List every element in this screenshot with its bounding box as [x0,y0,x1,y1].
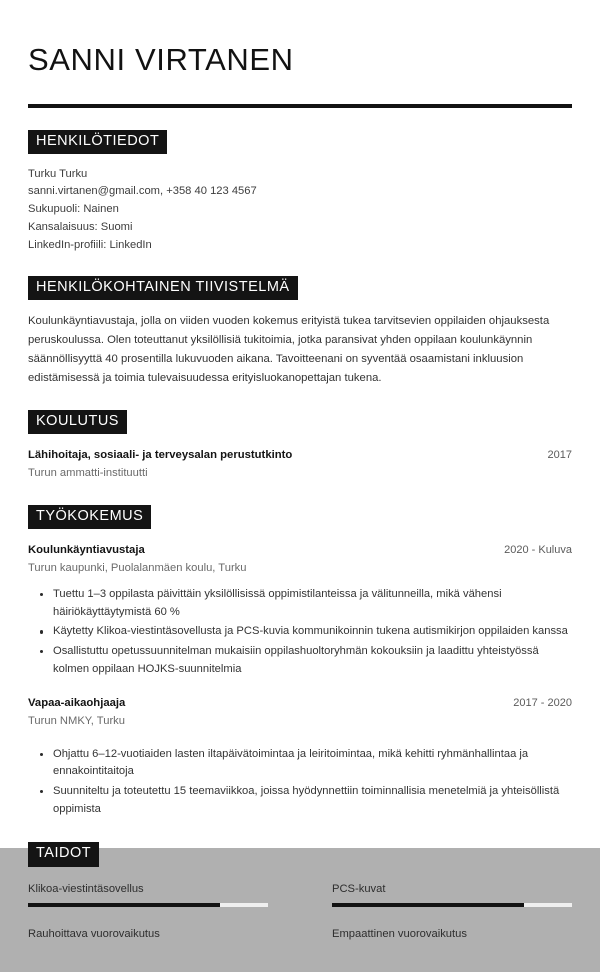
section-work-experience [28,505,572,819]
experience-entry-head [28,695,572,712]
education-date: 2017 [547,449,572,462]
contact-line-gender: Sukupuoli: Nainen [28,203,119,216]
skills-grid [28,881,572,972]
list-item: Osallistuttu opetussuunnitelman mukaisiin oppilashuoltoryhmän kokouksiin ja laadittu yhteistyössä kolmen oppilaan HOJKS-suunnitelmia [28,643,572,678]
education-degree: Lähihoitaja, sosiaali- ja terveysalan perustutkinto [28,449,293,462]
section-badge-education: KOULUTUS [28,410,127,434]
skill-label: Rauhoittava vuorovaikutus [28,928,160,941]
experience-job-title: Vapaa-aikaohjaaja [28,697,126,710]
experience-date: 2017 - 2020 [513,697,572,710]
experience-entry [28,695,572,818]
list-item: Tuettu 1–3 oppilasta päivittäin yksilöllisissä oppimistilanteissa ja välitunneilla, mikä vähensi häiriökäyttäytymistä 60 % [28,586,572,621]
section-education [28,410,572,482]
experience-employer: Turun NMKY, Turku [28,715,125,728]
skill-item [332,926,572,972]
section-personal-summary [28,276,572,388]
section-badge-skills: TAIDOT [28,842,99,866]
contact-line-nationality: Kansalaisuus: Suomi [28,220,133,233]
skill-item [28,881,268,927]
contact-line-email-phone: sanni.virtanen@gmail.com, +358 40 123 4567 [28,185,257,198]
section-badge-personal: HENKILÖTIEDOT [28,130,167,154]
section-skills [28,842,572,972]
section-personal-information [28,130,572,255]
experience-bullet-list [28,586,572,678]
experience-job-title: Koulunkäyntiavustaja [28,543,145,556]
list-item: Ohjattu 6–12-vuotiaiden lasten iltapäivätoimintaa ja leiritoimintaa, mikä kehitti ryhmänhallintaa ja ennakointitaitoja [28,746,572,781]
contact-line-location: Turku Turku [28,167,88,180]
skill-label: PCS-kuvat [332,882,386,895]
skill-level-track [28,903,268,907]
section-badge-summary: HENKILÖKOHTAINEN TIIVISTELMÄ [28,276,298,300]
summary-paragraph: Koulunkäyntiavustaja, jolla on viiden vuoden kokemus erityistä tukea tarvitsevien oppilaiden ohjauksesta peruskoulussa. Olen toteuttanut yksilöllisiä tukitoimia, jotka paransivat yhden oppilaan koulunkäynnin säännöllisyyttä 40 prosentilla lukuvuoden aikana. Tavoitteenani on syventää osaamistani inkluusion edistämisessä ja toimia tulevaisuudessa erityisluokanopettajan tukena. [28,315,550,385]
skill-item [28,926,268,972]
page-title: SANNI VIRTANEN [28,42,294,77]
skill-label: Empaattinen vuorovaikutus [332,928,467,941]
skill-label: Klikoa-viestintäsovellus [28,882,144,895]
skill-level-fill [28,903,220,907]
skill-level-fill [332,903,524,907]
experience-entry-head [28,542,572,559]
contact-line-linkedin: LinkedIn-profiili: LinkedIn [28,238,152,251]
education-entry [28,447,572,482]
experience-employer: Turun kaupunki, Puolalanmäen koulu, Turku [28,561,247,574]
list-item: Suunniteltu ja toteutettu 15 teemaviikkoa, joissa hyödynnettiin toiminnallisia menetelmiä ja yhteisöllistä oppimista [28,783,572,818]
resume-content [28,0,572,972]
skill-level-track [332,903,572,907]
experience-entry [28,542,572,679]
header-divider [28,104,572,108]
education-entry-head [28,447,572,464]
education-institution: Turun ammatti-instituutti [28,467,148,480]
section-badge-experience: TYÖKOKEMUS [28,505,151,529]
contact-block [28,166,572,254]
skill-item [332,881,572,927]
experience-date: 2020 - Kuluva [504,543,572,556]
experience-bullet-list [28,746,572,819]
list-item: Käytetty Klikoa-viestintäsovellusta ja PCS-kuvia kommunikoinnin tukena autismikirjon oppilaiden kanssa [28,623,572,641]
